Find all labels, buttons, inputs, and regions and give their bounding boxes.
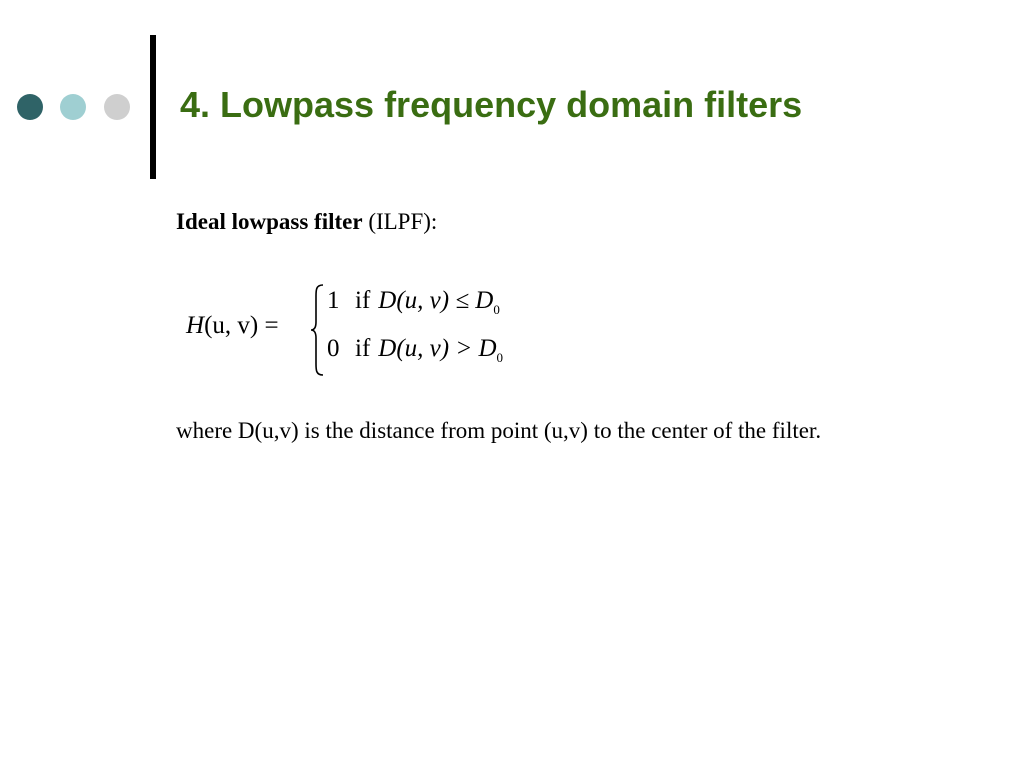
formula-lhs — [186, 312, 279, 340]
case-2-value: 0 — [327, 335, 340, 362]
case-2-if: if — [355, 335, 371, 362]
subheading-rest: (ILPF): — [362, 209, 438, 234]
subheading-bold: Ideal lowpass filter — [176, 209, 363, 234]
case-1-sub: 0 — [493, 302, 500, 317]
case-2-sub: 0 — [496, 350, 504, 365]
decorative-dot-dark — [17, 94, 43, 120]
formula-lhs-H: H — [186, 312, 205, 339]
formula-case-2 — [327, 335, 503, 366]
formula-equals: = — [258, 312, 279, 339]
formula-case-1 — [327, 287, 500, 318]
body-text: where D(u,v) is the distance from point (u,v) to the center of the filter. — [176, 418, 822, 443]
case-2-expr: D(u, v) > D — [378, 335, 497, 362]
case-1-expr: D(u, v) ≤ D — [378, 287, 494, 314]
case-1-value: 1 — [327, 287, 340, 314]
left-brace-icon — [310, 284, 324, 376]
decorative-dot-gray — [104, 94, 130, 120]
case-1-if: if — [355, 287, 371, 314]
ilpf-formula — [186, 282, 586, 377]
subheading — [176, 209, 437, 235]
slide-title: 4. Lowpass frequency domain filters — [180, 84, 803, 125]
decorative-dot-light — [60, 94, 86, 120]
formula-lhs-args: (u, v) — [204, 312, 259, 339]
decorative-vertical-bar — [150, 35, 156, 179]
